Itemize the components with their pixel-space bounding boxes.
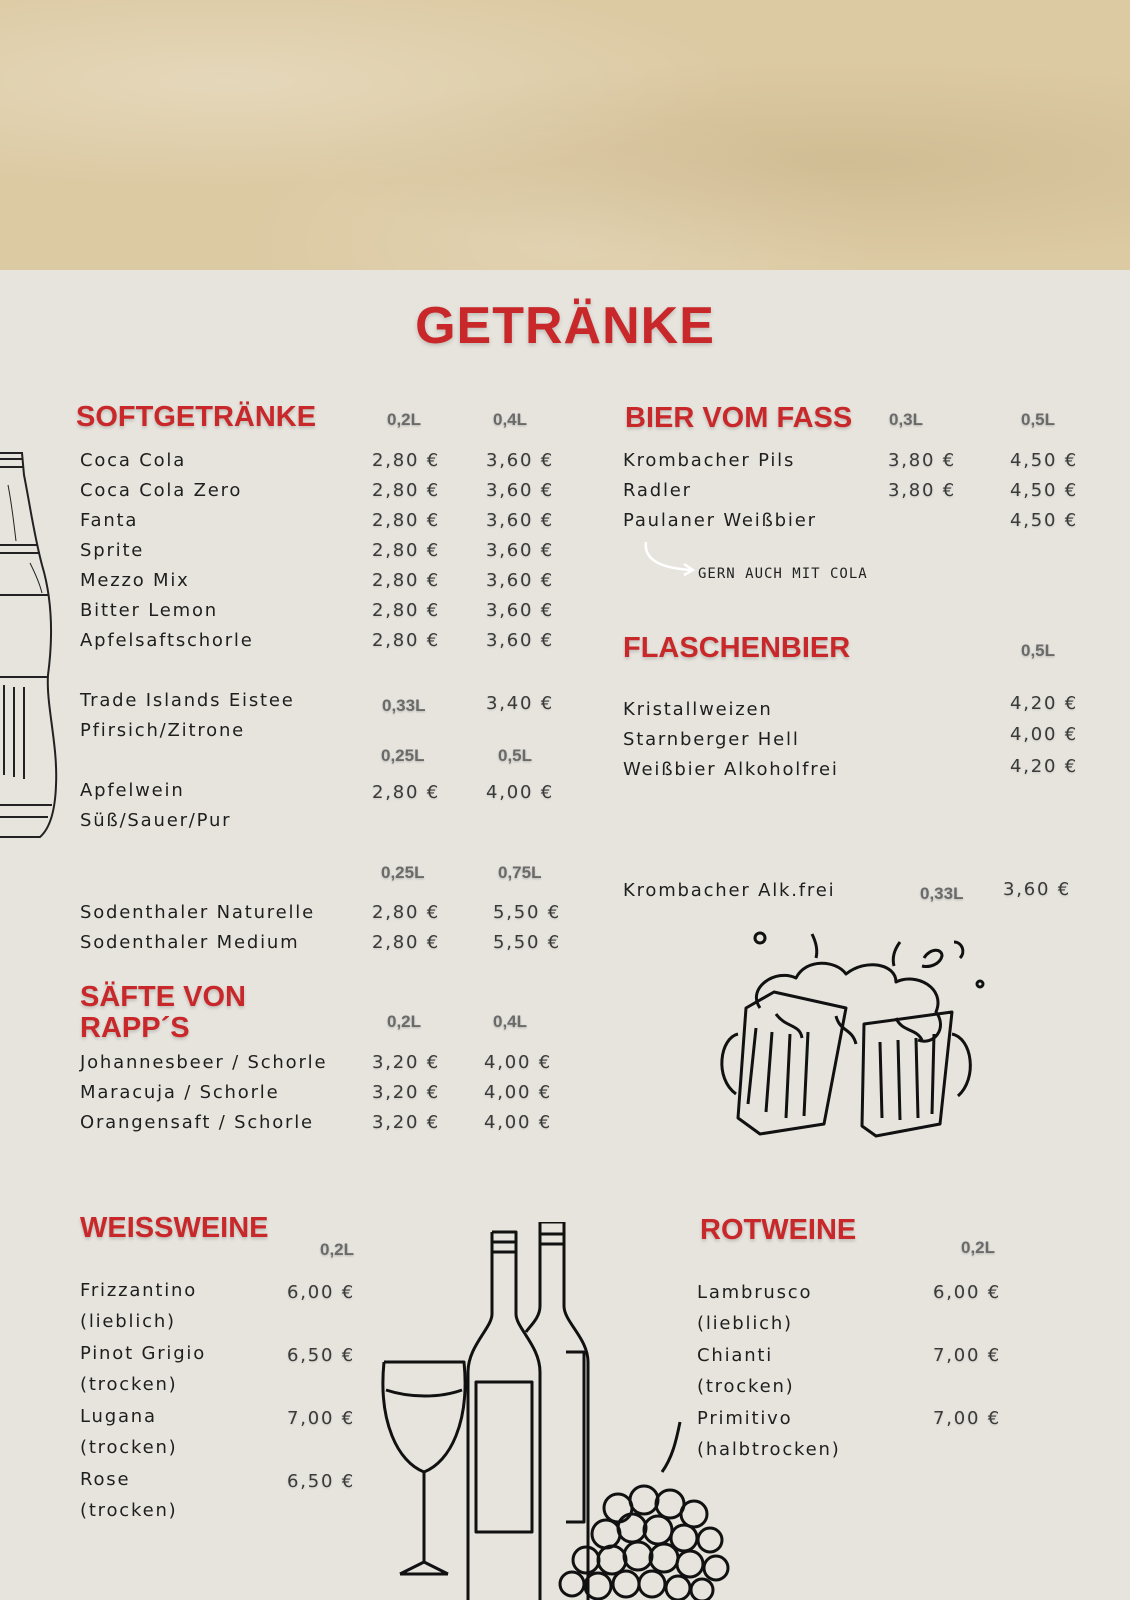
price: 2,80 € (372, 630, 441, 651)
price: 3,60 € (486, 630, 555, 651)
price: 3,60 € (1003, 879, 1072, 900)
price: 2,80 € (372, 600, 441, 621)
price: 2,80 € (372, 480, 441, 501)
wine-note: (lieblich) (80, 1311, 176, 1332)
price: 5,50 € (493, 932, 562, 953)
beer-mugs-icon (716, 928, 996, 1153)
drink-description: Süß/Sauer/Pur (80, 810, 232, 831)
drink-name: Bitter Lemon (80, 600, 219, 621)
price: 2,80 € (372, 540, 441, 561)
price: 4,20 € (1010, 693, 1079, 714)
price: 2,80 € (372, 510, 441, 531)
wine-name: Pinot Grigio (80, 1343, 207, 1364)
drink-name: Mezzo Mix (80, 570, 190, 591)
price: 3,60 € (486, 480, 555, 501)
wine-name: Chianti (697, 1345, 774, 1366)
bottle-icon (0, 445, 62, 840)
arrow-icon (640, 538, 700, 580)
drink-name: Kristallweizen (623, 699, 773, 720)
price: 3,20 € (372, 1052, 441, 1073)
drink-name: Paulaner Weißbier (623, 510, 817, 531)
section-heading-flaschenbier: FLASCHENBIER (623, 632, 851, 664)
drink-name: Weißbier Alkoholfrei (623, 759, 839, 780)
section-heading-rotweine: ROTWEINE (700, 1214, 857, 1246)
size-label: 0,2L (387, 410, 422, 429)
wine-name: Lambrusco (697, 1282, 813, 1303)
price: 3,60 € (486, 600, 555, 621)
section-heading-bier-vom-fass: BIER VOM FASS (625, 402, 853, 434)
drink-name: Coca Cola (80, 450, 187, 471)
size-label: 0,33L (382, 696, 426, 715)
price: 2,80 € (372, 450, 441, 471)
section-heading-saefte-line2: RAPP´S (80, 1012, 190, 1044)
drink-name: Apfelsaftschorle (80, 630, 254, 651)
size-label: 0,5L (1021, 641, 1056, 660)
wine-note: (lieblich) (697, 1313, 793, 1334)
price: 3,80 € (888, 480, 957, 501)
price: 3,60 € (486, 540, 555, 561)
price: 3,20 € (372, 1112, 441, 1133)
drink-name: Radler (623, 480, 692, 501)
drink-name: Sodenthaler Medium (80, 932, 300, 953)
wine-bottles-icon (380, 1222, 750, 1600)
price: 2,80 € (372, 782, 441, 803)
price: 6,50 € (287, 1471, 356, 1492)
drink-name: Apfelwein (80, 780, 185, 801)
price: 7,00 € (933, 1408, 1002, 1429)
price: 3,60 € (486, 450, 555, 471)
wine-name: Frizzantino (80, 1280, 198, 1301)
price: 5,50 € (493, 902, 562, 923)
price: 3,80 € (888, 450, 957, 471)
price: 3,40 € (486, 693, 555, 714)
price: 6,00 € (933, 1282, 1002, 1303)
price: 6,00 € (287, 1282, 356, 1303)
size-label: 0,2L (387, 1012, 422, 1031)
drink-name: Johannesbeer / Schorle (80, 1052, 328, 1073)
price: 3,60 € (486, 510, 555, 531)
size-label: 0,3L (889, 410, 924, 429)
size-label: 0,2L (961, 1238, 996, 1257)
size-label: 0,75L (498, 863, 542, 882)
header-banner (0, 0, 1130, 270)
wine-name: Lugana (80, 1406, 157, 1427)
size-label: 0,5L (498, 746, 533, 765)
drink-name: Krombacher Alk.frei (623, 880, 836, 901)
wine-note: (trocken) (80, 1437, 178, 1458)
size-label: 0,25L (381, 746, 425, 765)
drink-name: Fanta (80, 510, 139, 531)
size-label: 0,25L (381, 863, 425, 882)
section-heading-weissweine: WEISSWEINE (80, 1212, 269, 1244)
wine-note: (trocken) (80, 1500, 178, 1521)
note-cola: GERN AUCH MIT COLA (698, 566, 868, 582)
drink-name: Starnberger Hell (623, 729, 800, 750)
price: 7,00 € (933, 1345, 1002, 1366)
price: 2,80 € (372, 902, 441, 923)
section-heading-softgetraenke: SOFTGETRÄNKE (76, 401, 317, 433)
size-label: 0,2L (320, 1240, 355, 1259)
wine-note: (trocken) (80, 1374, 178, 1395)
price: 4,50 € (1010, 450, 1079, 471)
drink-name: Coca Cola Zero (80, 480, 243, 501)
size-label: 0,5L (1021, 410, 1056, 429)
drink-name: Maracuja / Schorle (80, 1082, 280, 1103)
size-label: 0,33L (920, 884, 964, 903)
drink-name: Orangensaft / Schorle (80, 1112, 314, 1133)
page-title: GETRÄNKE (415, 297, 715, 355)
drink-name: Sodenthaler Naturelle (80, 902, 315, 923)
price: 3,20 € (372, 1082, 441, 1103)
price: 4,50 € (1010, 480, 1079, 501)
section-heading-saefte: SÄFTE VON (80, 981, 246, 1013)
size-label: 0,4L (493, 1012, 528, 1031)
price: 2,80 € (372, 570, 441, 591)
price: 3,60 € (486, 570, 555, 591)
drink-name: Krombacher Pils (623, 450, 796, 471)
wine-name: Rose (80, 1469, 131, 1490)
drink-name: Trade Islands Eistee (80, 690, 295, 711)
wine-note: (trocken) (697, 1376, 795, 1397)
price: 4,00 € (484, 1082, 553, 1103)
price: 2,80 € (372, 932, 441, 953)
price: 7,00 € (287, 1408, 356, 1429)
price: 4,20 € (1010, 756, 1079, 777)
price: 6,50 € (287, 1345, 356, 1366)
price: 4,00 € (486, 782, 555, 803)
drink-name: Sprite (80, 540, 145, 561)
wine-name: Primitivo (697, 1408, 793, 1429)
size-label: 0,4L (493, 410, 528, 429)
price: 4,50 € (1010, 510, 1079, 531)
price: 4,00 € (484, 1052, 553, 1073)
drink-description: Pfirsich/Zitrone (80, 720, 246, 741)
wine-note: (halbtrocken) (697, 1439, 841, 1460)
price: 4,00 € (484, 1112, 553, 1133)
price: 4,00 € (1010, 724, 1079, 745)
